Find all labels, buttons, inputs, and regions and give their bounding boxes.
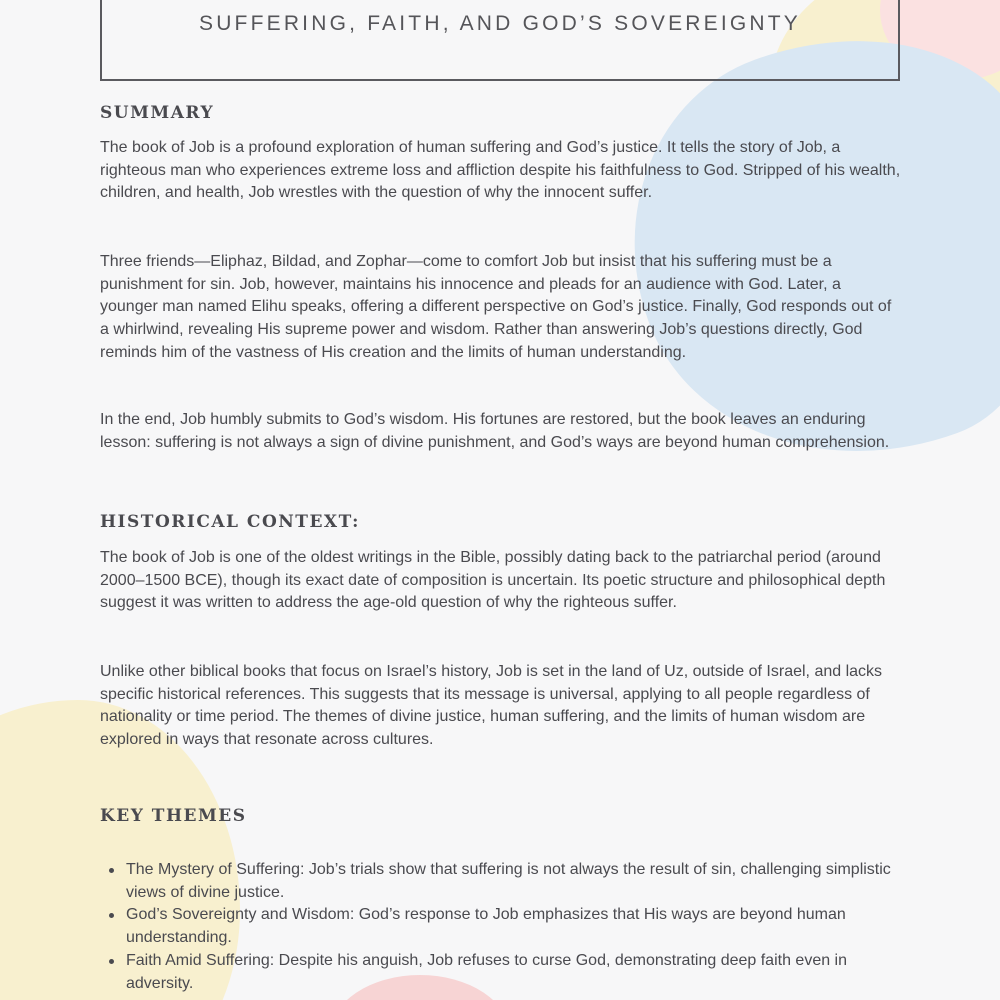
page-title: SUFFERING, FAITH, AND GOD’S SOVEREIGNTY (198, 12, 802, 35)
historical-context-paragraph-1: The book of Job is one of the oldest writings in the Bible, possibly dating back to the patriarchal period (around 2000–1500 BCE), though its exact date of composition is uncertain. Its poetic structure and philosophical depth suggest it was written to address the age-old question of why the righteous suffer. (100, 549, 886, 612)
key-themes-heading: KEY THEMES (100, 806, 247, 826)
summary-paragraph-1: The book of Job is a profound exploration of human suffering and God’s justice. It tells the story of Job, a righteous man who experiences extreme loss and affliction despite his faithfulness to God. Stripped of his wealth, children, and health, Job wrestles with the question of why the innocent suffer. (100, 139, 901, 202)
key-theme-item: Faith Amid Suffering: Despite his anguish, Job refuses to curse God, demonstrating deep faith even in adversity. (108, 950, 900, 995)
key-theme-item: God’s Sovereignty and Wisdom: God’s response to Job emphasizes that His ways are beyond human understanding. (108, 904, 900, 949)
summary-paragraph-2: Three friends—Eliphaz, Bildad, and Zophar—come to comfort Job but insist that his suffering must be a punishment for sin. Job, however, maintains his innocence and pleads for an audience with God. Later, a younger man named Elihu speaks, offering a different perspective on God’s justice. Finally, God responds out of a whirlwind, revealing His supreme power and wisdom. Rather than answering Job’s questions directly, God reminds him of the vastness of His creation and the limits of human understanding. (100, 253, 892, 361)
historical-context-paragraph-2: Unlike other biblical books that focus on Israel’s history, Job is set in the land of Uz, outside of Israel, and lacks specific historical references. This suggests that its message is universal, applying to all people regardless of nationality or time period. The themes of divine justice, human suffering, and the limits of human wisdom are explored in ways that resonate across cultures. (100, 663, 883, 749)
key-themes-list (108, 859, 900, 995)
summary-heading: SUMMARY (100, 103, 215, 123)
title-box (100, 0, 900, 81)
summary-paragraph-3: In the end, Job humbly submits to God’s wisdom. His fortunes are restored, but the book leaves an enduring lesson: suffering is not always a sign of divine punishment, and God’s ways are beyond human comprehension. (100, 411, 890, 451)
key-theme-item: The Mystery of Suffering: Job’s trials show that suffering is not always the result of sin, challenging simplistic views of divine justice. (108, 859, 900, 904)
historical-context-heading: HISTORICAL CONTEXT: (100, 512, 360, 532)
